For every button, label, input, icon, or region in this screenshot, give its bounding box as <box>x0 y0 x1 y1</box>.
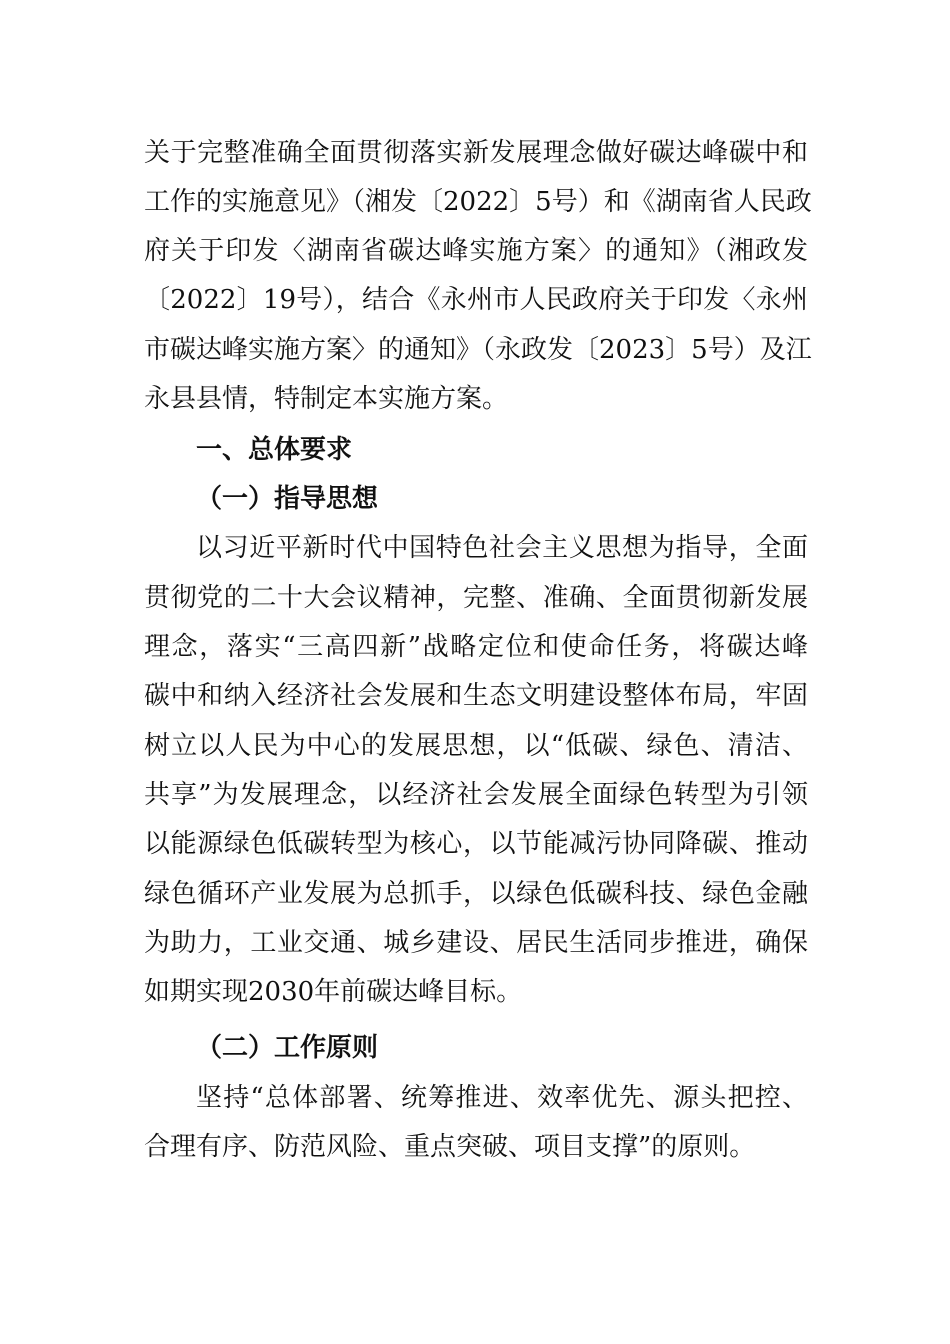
paragraph-line: 以习近平新时代中国特色社会主义思想为指导，全面 <box>196 533 808 563</box>
paragraph-line: 绿色循环产业发展为总抓手，以绿色低碳科技、绿色金融 <box>144 879 808 909</box>
subsection-heading: （一）指导思想 <box>196 484 379 514</box>
paragraph-line: 树立以人民为中心的发展思想，以“低碳、绿色、清洁、 <box>144 731 808 761</box>
section-heading: 一、总体要求 <box>196 435 353 465</box>
intro-line: 关于完整准确全面贯彻落实新发展理念做好碳达峰碳中和 <box>144 138 808 168</box>
paragraph-line: 碳中和纳入经济社会发展和生态文明建设整体布局，牢固 <box>144 681 808 711</box>
intro-line: 工作的实施意见》（湘发〔2022〕5号）和《湖南省人民政 <box>144 187 812 217</box>
intro-line: 市碳达峰实施方案〉的通知》（永政发〔2023〕5号）及江 <box>144 335 812 365</box>
paragraph-line: 贯彻党的二十大会议精神，完整、准确、全面贯彻新发展 <box>144 583 808 613</box>
paragraph-line: 为助力，工业交通、城乡建设、居民生活同步推进，确保 <box>144 928 808 958</box>
intro-line: 〔2022〕19号），结合《永州市人民政府关于印发〈永州 <box>144 285 808 315</box>
paragraph-line: 坚持“总体部署、统筹推进、效率优先、源头把控、 <box>196 1083 808 1113</box>
intro-line: 府关于印发〈湖南省碳达峰实施方案〉的通知》（湘政发 <box>144 236 808 266</box>
paragraph-line: 以能源绿色低碳转型为核心，以节能减污协同降碳、推动 <box>144 829 808 859</box>
paragraph-line: 共享”为发展理念，以经济社会发展全面绿色转型为引领 <box>144 780 808 810</box>
subsection-heading: （二）工作原则 <box>196 1033 379 1063</box>
paragraph-line: 理念，落实“三高四新”战略定位和使命任务，将碳达峰 <box>144 632 808 662</box>
intro-line: 永县县情，特制定本实施方案。 <box>144 384 509 414</box>
paragraph-line: 如期实现2030年前碳达峰目标。 <box>144 977 523 1007</box>
paragraph-line: 合理有序、防范风险、重点突破、项目支撑”的原则。 <box>144 1132 756 1162</box>
